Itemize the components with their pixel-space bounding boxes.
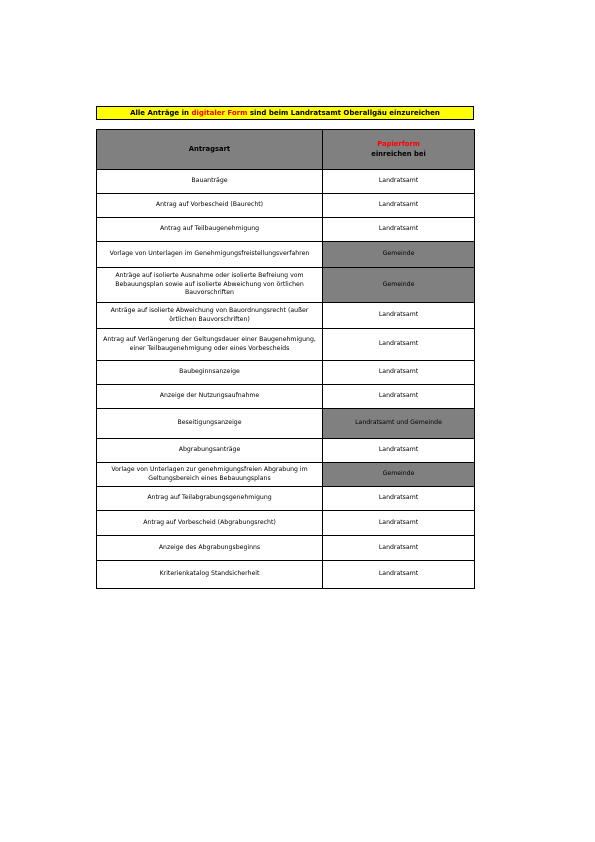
antragsart-cell: Anträge auf isolierte Ausnahme oder isolierte Befreiung vom Bebauungsplan sowie auf isolierte Abweichung von örtlichen Bauvorschriften <box>97 268 323 303</box>
banner-text-highlight: digitaler Form <box>191 109 248 117</box>
table-row <box>97 385 475 409</box>
antragsart-cell: Vorlage von Unterlagen im Genehmigungsfreistellungsverfahren <box>97 242 323 268</box>
table-row <box>97 463 475 487</box>
stelle-cell: Landratsamt <box>323 487 475 511</box>
stelle-cell: Landratsamt und Gemeinde <box>323 409 475 439</box>
stelle-cell: Gemeinde <box>323 268 475 303</box>
header-einreichen-bei <box>323 130 475 170</box>
header-papierform: Papierform <box>377 140 420 149</box>
antragsart-cell: Abgrabungsanträge <box>97 439 323 463</box>
submission-notice-banner <box>96 106 474 120</box>
stelle-cell: Landratsamt <box>323 170 475 194</box>
header-einreichen-label: einreichen bei <box>371 149 426 158</box>
antragsart-cell: Kriterienkatalog Standsicherheit <box>97 561 323 589</box>
table-row <box>97 409 475 439</box>
header-antragsart: Antragsart <box>97 130 323 170</box>
antragsart-cell: Baubeginnsanzeige <box>97 361 323 385</box>
table-row <box>97 511 475 536</box>
banner-text-part3: sind beim Landratsamt Oberallgäu einzureichen <box>247 109 440 117</box>
stelle-cell: Landratsamt <box>323 385 475 409</box>
table-row <box>97 329 475 361</box>
table-header-row <box>97 130 475 170</box>
antragsart-cell: Antrag auf Vorbescheid (Abgrabungsrecht) <box>97 511 323 536</box>
table-row <box>97 536 475 561</box>
stelle-cell: Gemeinde <box>323 463 475 487</box>
application-table <box>96 129 475 589</box>
table-row <box>97 268 475 303</box>
stelle-cell: Landratsamt <box>323 561 475 589</box>
antragsart-cell: Beseitigungsanzeige <box>97 409 323 439</box>
stelle-cell: Landratsamt <box>323 194 475 218</box>
table-row <box>97 561 475 589</box>
stelle-cell: Landratsamt <box>323 511 475 536</box>
table-row <box>97 194 475 218</box>
table-row <box>97 303 475 329</box>
stelle-cell: Gemeinde <box>323 242 475 268</box>
banner-text-part1: Alle Anträge in <box>130 109 192 117</box>
antragsart-cell: Antrag auf Verlängerung der Geltungsdauer einer Baugenehmigung, einer Teilbaugenehmigung oder eines Vorbescheids <box>97 329 323 361</box>
antragsart-cell: Antrag auf Teilbaugenehmigung <box>97 218 323 242</box>
antragsart-cell: Anträge auf isolierte Abweichung von Bauordnungsrecht (außer örtlichen Bauvorschriften) <box>97 303 323 329</box>
table-row <box>97 439 475 463</box>
table-row <box>97 242 475 268</box>
stelle-cell: Landratsamt <box>323 536 475 561</box>
stelle-cell: Landratsamt <box>323 218 475 242</box>
table-row <box>97 487 475 511</box>
stelle-cell: Landratsamt <box>323 329 475 361</box>
antragsart-cell: Antrag auf Teilabgrabungsgenehmigung <box>97 487 323 511</box>
antragsart-cell: Bauanträge <box>97 170 323 194</box>
stelle-cell: Landratsamt <box>323 361 475 385</box>
stelle-cell: Landratsamt <box>323 439 475 463</box>
antragsart-cell: Anzeige des Abgrabungsbeginns <box>97 536 323 561</box>
table-row <box>97 218 475 242</box>
antragsart-cell: Antrag auf Vorbescheid (Baurecht) <box>97 194 323 218</box>
antragsart-cell: Anzeige der Nutzungsaufnahme <box>97 385 323 409</box>
stelle-cell: Landratsamt <box>323 303 475 329</box>
table-row <box>97 361 475 385</box>
antragsart-cell: Vorlage von Unterlagen zur genehmigungsfreien Abgrabung im Geltungsbereich eines Bebauungsplans <box>97 463 323 487</box>
table-row <box>97 170 475 194</box>
